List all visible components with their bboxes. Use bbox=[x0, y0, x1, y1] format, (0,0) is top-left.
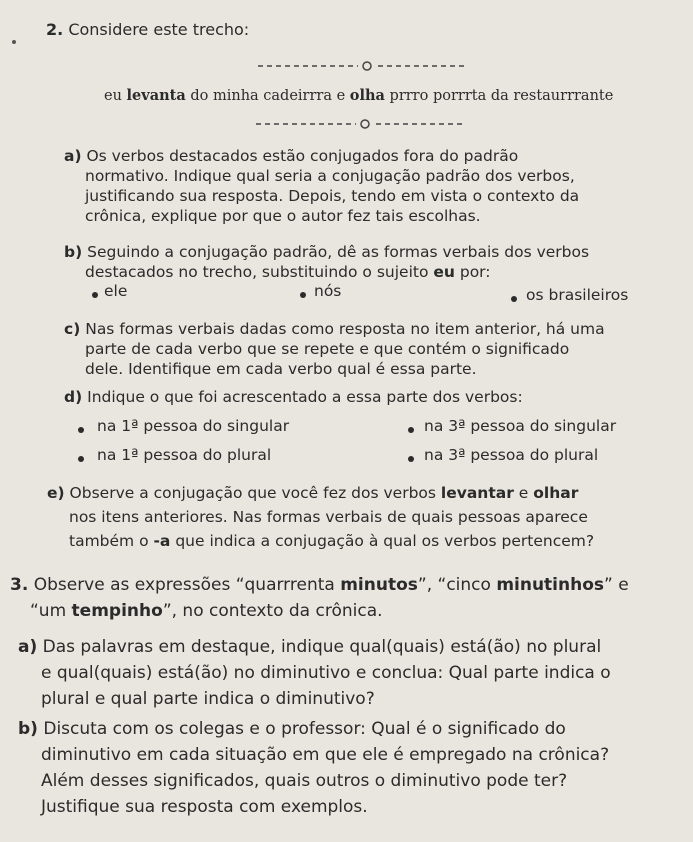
option-3a-singular: na 3ª pessoa do singular bbox=[424, 417, 617, 435]
item-text: nos itens anteriores. Nas formas verbais de quais pessoas aparece bbox=[69, 508, 588, 526]
separator-top bbox=[258, 60, 468, 72]
item-text: diminutivo em cada situação em que ele é empregado na crônica? bbox=[41, 745, 610, 765]
option-nos: nós bbox=[314, 282, 342, 300]
item-text: crônica, explique por que o autor fez tais escolhas. bbox=[85, 207, 481, 225]
item-text: justificando sua resposta. Depois, tendo em vista o contexto da bbox=[85, 187, 580, 205]
excerpt-bold-verb: levanta bbox=[126, 87, 186, 104]
question-title: Considere este trecho: bbox=[68, 20, 250, 39]
excerpt bbox=[104, 87, 613, 104]
item-text: destacados no trecho, substituindo o sujeito bbox=[85, 263, 434, 281]
q3-text: ” e bbox=[604, 575, 629, 595]
item-letter: a) bbox=[18, 637, 38, 657]
item-text: Nas formas verbais dadas como resposta no item anterior, há uma bbox=[85, 320, 605, 338]
item-bold-word: eu bbox=[433, 263, 455, 281]
item-text: Seguindo a conjugação padrão, dê as formas verbais dos verbos bbox=[87, 243, 590, 261]
item-text: Justifique sua resposta com exemplos. bbox=[41, 797, 368, 817]
bullet bbox=[408, 427, 414, 433]
excerpt-text: do minha cadeirrra e bbox=[185, 88, 350, 104]
item-letter: e) bbox=[47, 484, 65, 502]
option-1a-plural: na 1ª pessoa do plural bbox=[97, 446, 272, 464]
item-text: Das palavras em destaque, indique qual(quais) está(ão) no plural bbox=[42, 637, 602, 657]
excerpt-text: eu bbox=[104, 88, 127, 104]
item-text: plural e qual parte indica o diminutivo? bbox=[41, 689, 375, 709]
item-bold-word: olhar bbox=[533, 484, 579, 502]
item-text: por: bbox=[454, 263, 491, 281]
bullet bbox=[92, 292, 98, 298]
item-letter: b) bbox=[18, 719, 38, 739]
bullet bbox=[78, 427, 84, 433]
separator-bottom bbox=[256, 118, 466, 130]
item-text: e bbox=[513, 484, 534, 502]
bullet bbox=[511, 296, 517, 302]
excerpt-text: prrro porrrta da restaurrrante bbox=[384, 88, 614, 104]
q3-text: “um bbox=[30, 601, 72, 621]
q3-bold-word: minutinhos bbox=[496, 575, 605, 595]
item-letter: c) bbox=[64, 320, 81, 338]
option-os-brasileiros: os brasileiros bbox=[526, 286, 629, 304]
item-text: também o bbox=[69, 532, 154, 550]
item-text: que indica a conjugação à qual os verbos pertencem? bbox=[170, 532, 595, 550]
q3-text: ”, no contexto da crônica. bbox=[162, 601, 383, 621]
item-bold-word: levantar bbox=[440, 484, 514, 502]
item-text: Observe a conjugação que você fez dos verbos bbox=[69, 484, 441, 502]
bullet bbox=[408, 456, 414, 462]
item-text: Discuta com os colegas e o professor: Qual é o significado do bbox=[43, 719, 566, 739]
option-3a-plural: na 3ª pessoa do plural bbox=[424, 446, 599, 464]
q3-bold-word: minutos bbox=[340, 575, 418, 595]
option-1a-singular: na 1ª pessoa do singular bbox=[97, 417, 290, 435]
margin-mark bbox=[12, 40, 16, 44]
item-text: dele. Identifique em cada verbo qual é essa parte. bbox=[85, 360, 477, 378]
option-ele: ele bbox=[104, 282, 128, 300]
item-text: Os verbos destacados estão conjugados fora do padrão bbox=[86, 147, 519, 165]
item-text: Além desses significados, quais outros o diminutivo pode ter? bbox=[41, 771, 568, 791]
item-letter: a) bbox=[64, 147, 82, 165]
bullet bbox=[78, 456, 84, 462]
q3-text: Observe as expressões “quarrrenta bbox=[33, 575, 341, 595]
question-number: 2. bbox=[46, 20, 64, 39]
q3-text: ”, “cinco bbox=[417, 575, 497, 595]
item-letter: d) bbox=[64, 388, 83, 406]
bullet bbox=[300, 292, 306, 298]
question-2-heading bbox=[46, 20, 249, 39]
excerpt-bold-verb: olha bbox=[349, 87, 385, 104]
item-bold-word: -a bbox=[153, 532, 171, 550]
item-text: Indique o que foi acrescentado a essa parte dos verbos: bbox=[87, 388, 523, 406]
q3-bold-word: tempinho bbox=[71, 601, 163, 621]
item-text: parte de cada verbo que se repete e que contém o significado bbox=[85, 340, 570, 358]
item-letter: b) bbox=[64, 243, 83, 261]
item-text: normativo. Indique qual seria a conjugação padrão dos verbos, bbox=[85, 167, 575, 185]
question-number: 3. bbox=[10, 575, 29, 595]
item-text: e qual(quais) está(ão) no diminutivo e conclua: Qual parte indica o bbox=[41, 663, 611, 683]
